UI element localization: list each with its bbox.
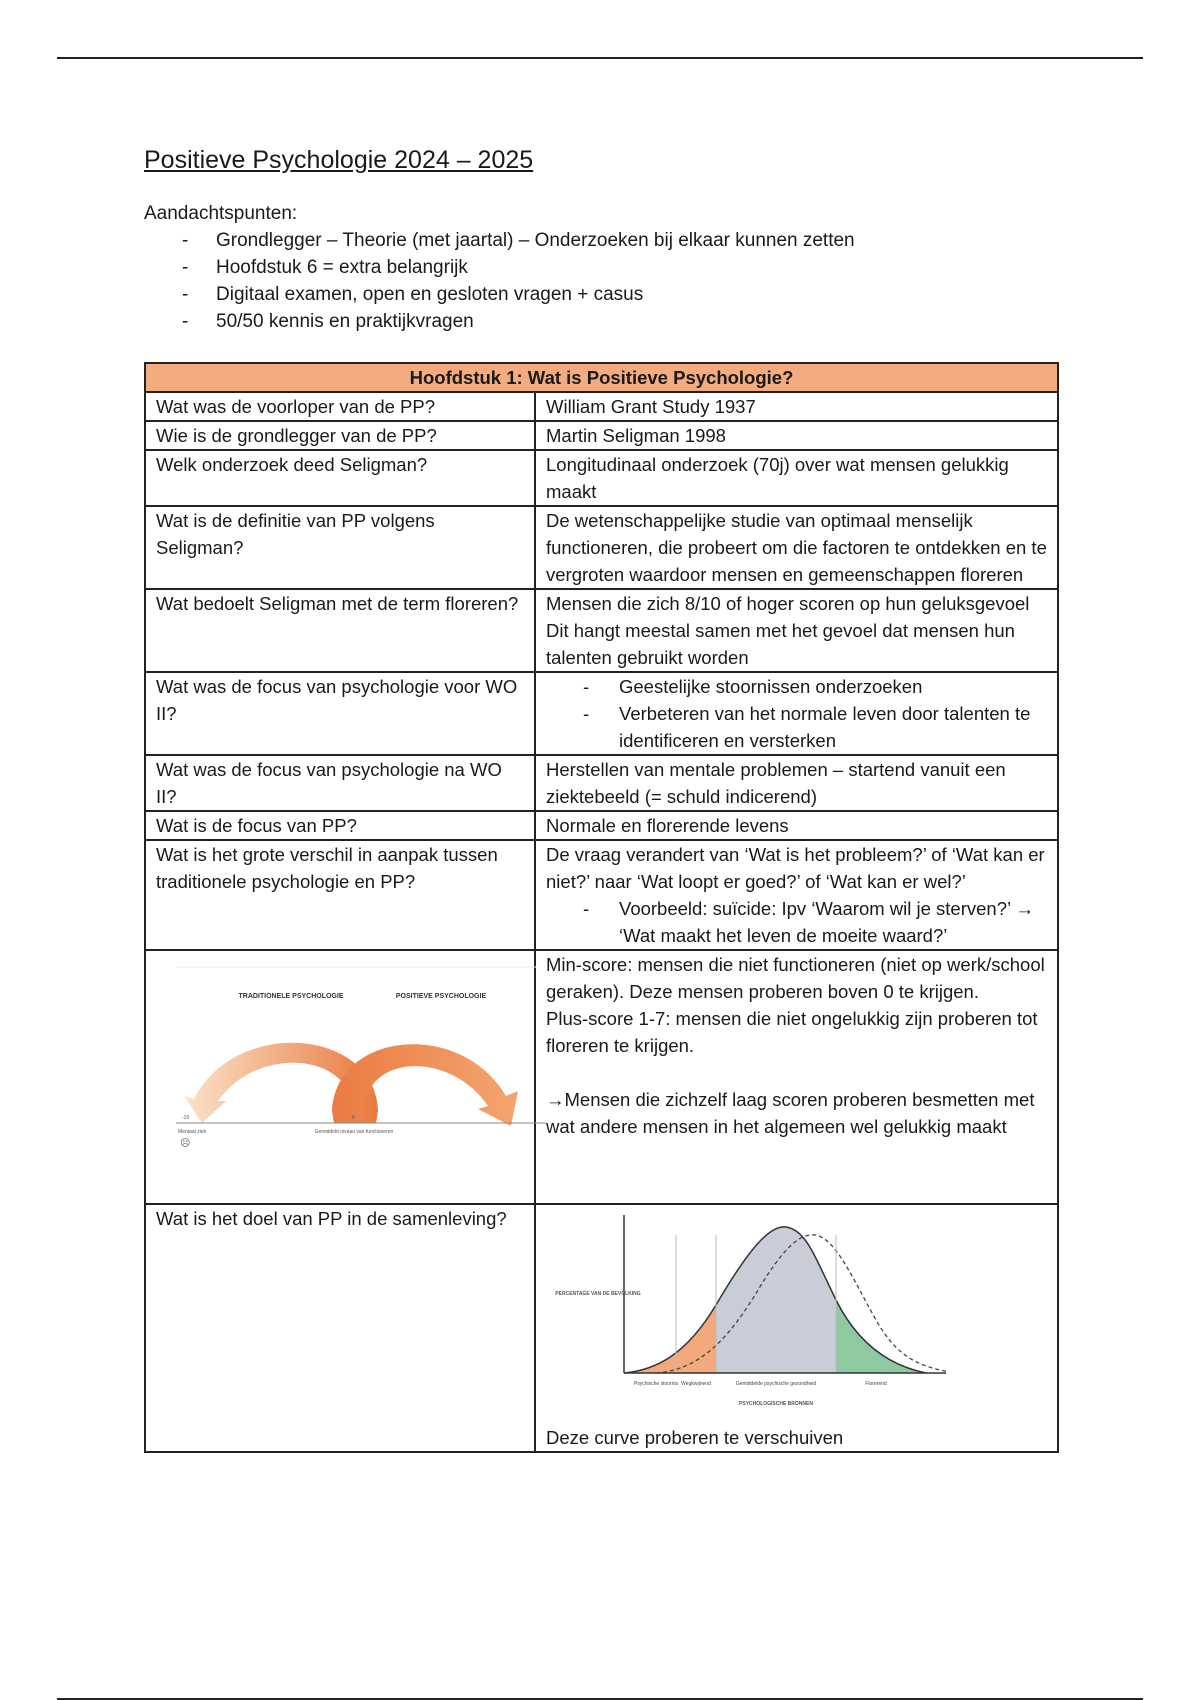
list-item: - 50/50 kennis en praktijkvragen <box>144 308 855 335</box>
question-cell: Wat was de focus van psychologie voor WO II? <box>145 672 535 755</box>
top-rule <box>57 57 1143 59</box>
qa-table <box>144 362 1059 1453</box>
question-cell: Wie is de grondlegger van de PP? <box>145 421 535 450</box>
list-item: - Verbeteren van het normale leven door talenten te identificeren en versterken <box>546 700 1047 754</box>
table-row <box>145 1204 1058 1452</box>
table-row <box>145 840 1058 950</box>
answer-cell: Longitudinaal onderzoek (70j) over wat mensen gelukkig maakt <box>535 450 1058 506</box>
question-cell: Welk onderzoek deed Seligman? <box>145 450 535 506</box>
table-row <box>145 392 1058 421</box>
table-row <box>145 950 1058 1204</box>
zone-flourishing-fill <box>836 1300 926 1373</box>
table-row <box>145 755 1058 811</box>
answer-cell: De wetenschappelijke studie van optimaal menselijk functioneren, die probeert om die factoren te ontdekken en te vergroten waardoor mensen en gemeenschappen floreren <box>535 506 1058 589</box>
answer-line: Plus-score 1-7: mensen die niet ongelukkig zijn proberen tot floreren te krijgen. <box>546 1008 1038 1056</box>
attention-section <box>144 200 855 335</box>
answer-cell: Normale en florerende levens <box>535 811 1058 840</box>
answer-line: De vraag verandert van ‘Wat is het probleem?’ of ‘Wat kan er niet?’ naar ‘Wat loopt er goed?’ of ‘Wat kan er wel?’ <box>546 844 1045 892</box>
answer-cell <box>535 950 1058 1204</box>
label-positive: POSITIEVE PSYCHOLOGIE <box>395 993 487 1000</box>
answer-line: Dit hangt meestal samen met het gevoel dat mensen hun talenten gebruikt worden <box>546 620 1015 668</box>
zone-languishing-fill <box>624 1305 716 1373</box>
answer-cell <box>535 589 1058 672</box>
answer-line: →Mensen die zichzelf laag scoren proberen besmetten met wat andere mensen in het algemeen wel gelukkig maakt <box>546 1089 1035 1137</box>
arc-figure-cell <box>145 950 535 1204</box>
label-traditional: TRADITIONELE PSYCHOLOGIE <box>238 993 344 1000</box>
bell-curve-figure <box>546 1205 946 1417</box>
table-row <box>145 450 1058 506</box>
answer-cell <box>535 672 1058 755</box>
table-row <box>145 811 1058 840</box>
right-arc-arrow <box>332 1044 518 1126</box>
list-item: - Hoofdstuk 6 = extra belangrijk <box>144 254 855 281</box>
table-row <box>145 421 1058 450</box>
tick-minus-ten: -10 <box>182 1115 190 1121</box>
table-row <box>145 672 1058 755</box>
answer-cell <box>535 1204 1058 1452</box>
zone-label: Gemiddelde psychische gezondheid <box>735 1381 817 1387</box>
page-title: Positieve Psychologie 2024 – 2025 <box>144 146 534 174</box>
list-item: - Voorbeeld: suïcide: Ipv ‘Waarom wil je sterven?’ → ‘Wat maakt het leven de moeite waard?’ <box>546 895 1047 949</box>
answer-line: Min-score: mensen die niet functioneren (niet op werk/school geraken). Deze mensen proberen boven 0 te krijgen. <box>546 954 1045 1002</box>
table-row <box>145 589 1058 672</box>
table-header: Hoofdstuk 1: Wat is Positieve Psychologie? <box>145 363 1058 392</box>
x-axis-label: PSYCHOLOGISCHE BRONNEN <box>739 1401 813 1407</box>
axis-label-ill: Mentaal ziek <box>178 1129 207 1135</box>
y-axis-label: PERCENTAGE VAN DE BEVOLKING <box>555 1291 641 1297</box>
answer-list <box>546 895 1047 949</box>
zone-average-fill <box>716 1227 836 1373</box>
zone-label: Wegkwijnend <box>681 1381 711 1387</box>
sad-face-icon: ☹ <box>180 1138 191 1149</box>
answer-line: Deze curve proberen te verschuiven <box>546 1427 844 1448</box>
answer-line: Mensen die zich 8/10 of hoger scoren op hun geluksgevoel <box>546 593 1030 614</box>
answer-cell: Martin Seligman 1998 <box>535 421 1058 450</box>
list-item: - Grondlegger – Theorie (met jaartal) – Onderzoeken bij elkaar kunnen zetten <box>144 227 855 254</box>
question-cell: Wat is het grote verschil in aanpak tussen traditionele psychologie en PP? <box>145 840 535 950</box>
zone-label: Psychische stoornis <box>633 1381 679 1387</box>
tick-zero: 0 <box>352 1115 355 1121</box>
list-item: - Digitaal examen, open en gesloten vragen + casus <box>144 281 855 308</box>
answer-list <box>546 673 1047 754</box>
attention-heading: Aandachtspunten: <box>144 203 298 224</box>
answer-cell: Herstellen van mentale problemen – startend vanuit een ziektebeeld (= schuld indicerend) <box>535 755 1058 811</box>
question-cell: Wat is de definitie van PP volgens Seligman? <box>145 506 535 589</box>
table-row <box>145 506 1058 589</box>
answer-cell: William Grant Study 1937 <box>535 392 1058 421</box>
question-cell: Wat was de voorloper van de PP? <box>145 392 535 421</box>
list-item: - Geestelijke stoornissen onderzoeken <box>546 673 1047 700</box>
question-cell: Wat is het doel van PP in de samenleving? <box>145 1204 535 1452</box>
zone-label: Florerend <box>865 1381 887 1387</box>
axis-label-average: Gemiddeld niveau van functioneren <box>314 1129 394 1135</box>
question-cell: Wat was de focus van psychologie na WO II? <box>145 755 535 811</box>
answer-cell <box>535 840 1058 950</box>
attention-list <box>144 227 855 335</box>
question-cell: Wat bedoelt Seligman met de term floreren? <box>145 589 535 672</box>
question-cell: Wat is de focus van PP? <box>145 811 535 840</box>
table-header-row <box>145 363 1058 392</box>
arc-figure <box>156 951 546 1196</box>
